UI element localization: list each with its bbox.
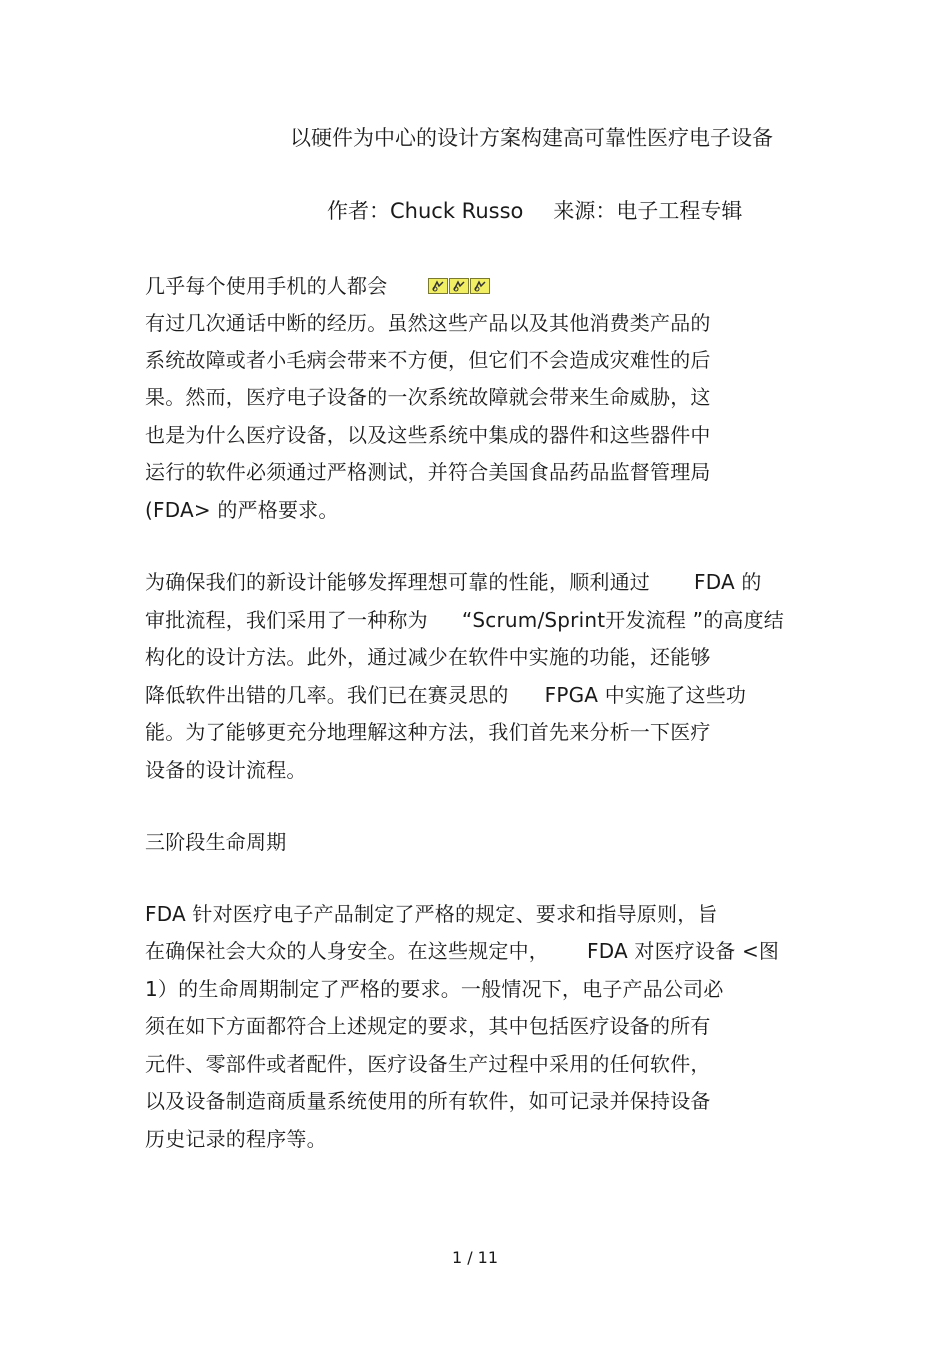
text-segment: 为确保我们的新设计能够发挥理想可靠的性能，顺利通过 [145, 570, 650, 594]
text-segment: 降低软件出错的几率。我们已在赛灵思的 [145, 683, 509, 707]
byline [327, 195, 742, 225]
paragraph-line: 1）的生命周期制定了严格的要求。一般情况下，电子产品公司必 [145, 977, 724, 1001]
broken-image-icon [428, 278, 448, 294]
inline-image-placeholders [428, 278, 490, 294]
paragraph-line: 有过几次通话中断的经历。虽然这些产品以及其他消费类产品的 [145, 311, 711, 335]
paragraph-line [145, 566, 762, 595]
text-segment: “Scrum/Sprint开发流程 ”的高度结 [461, 608, 784, 632]
document-title: 以硬件为中心的设计方案构建高可靠性医疗电子设备 [290, 126, 773, 150]
source-name: 电子工程专辑 [616, 199, 743, 223]
paragraph-line: (FDA> 的严格要求。 [145, 498, 339, 522]
source-label: 来源： [553, 199, 617, 223]
text-segment: FDA 的 [694, 570, 762, 594]
paragraph-line: FDA 针对医疗电子产品制定了严格的规定、要求和指导原则，旨 [145, 902, 718, 926]
paragraph-line [145, 604, 784, 633]
paragraph-line: 运行的软件必须通过严格测试，并符合美国食品药品监督管理局 [145, 460, 711, 484]
paragraph-line [145, 679, 746, 708]
text-segment: 在确保社会大众的人身安全。在这些规定中， [145, 939, 549, 963]
section-heading: 三阶段生命周期 [145, 830, 287, 854]
paragraph-line: 几乎每个使用手机的人都会 [145, 274, 388, 298]
paragraph-line: 元件、零部件或者配件，医疗设备生产过程中采用的任何软件， [145, 1052, 711, 1076]
paragraph-line: 须在如下方面都符合上述规定的要求，其中包括医疗设备的所有 [145, 1014, 711, 1038]
paragraph-line: 果。然而，医疗电子设备的一次系统故障就会带来生命威胁，这 [145, 385, 711, 409]
paragraph-line: 能。为了能够更充分地理解这种方法，我们首先来分析一下医疗 [145, 720, 711, 744]
author-label: 作者： [327, 199, 390, 223]
paragraph-line: 以及设备制造商质量系统使用的所有软件，如可记录并保持设备 [145, 1089, 711, 1113]
broken-image-icon [449, 278, 469, 294]
text-segment: FDA 对医疗设备 <图 [587, 939, 780, 963]
paragraph-line: 历史记录的程序等。 [145, 1127, 327, 1151]
author-name: Chuck Russo [390, 199, 524, 223]
text-segment: FPGA 中实施了这些功 [544, 683, 747, 707]
paragraph-line: 系统故障或者小毛病会带来不方便，但它们不会造成灾难性的后 [145, 348, 711, 372]
text-segment: 审批流程，我们采用了一种称为 [145, 608, 428, 632]
broken-image-icon [470, 278, 490, 294]
paragraph-line: 设备的设计流程。 [145, 758, 307, 782]
paragraph-line [145, 935, 779, 964]
page-number: 1 / 11 [451, 1248, 499, 1267]
paragraph-line: 也是为什么医疗设备，以及这些系统中集成的器件和这些器件中 [145, 423, 711, 447]
paragraph-line: 构化的设计方法。此外，通过减少在软件中实施的功能，还能够 [145, 645, 711, 669]
